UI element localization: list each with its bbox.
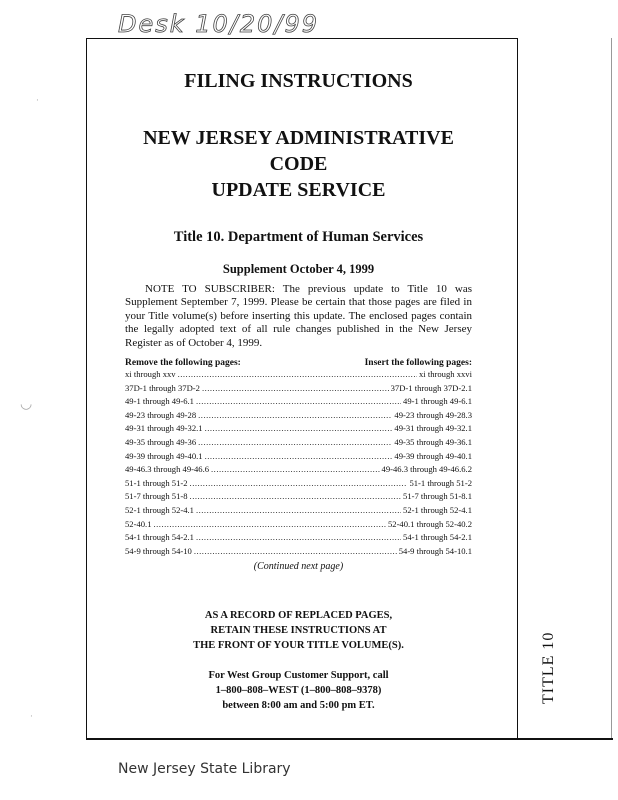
leader-dots (178, 368, 417, 382)
leader-dots (190, 490, 401, 504)
table-row (125, 531, 472, 545)
insert-pages: 54-1 through 54-2.1 (403, 532, 472, 543)
title-tab-label: TITLE 10 (540, 631, 557, 704)
remove-pages: 49-1 through 49-6.1 (125, 396, 194, 407)
insert-pages: 51-7 through 51-8.1 (403, 491, 472, 502)
scan-speck-mark: · (30, 712, 33, 722)
table-row (125, 545, 472, 559)
insert-pages: 49-35 through 49-36.1 (394, 437, 472, 447)
leader-dots (205, 450, 393, 464)
handwritten-note: Desk 10/20/99 (118, 10, 320, 38)
scan-hole-mark: ◡ (20, 396, 33, 412)
filing-instructions-body (125, 70, 472, 572)
table-row (125, 518, 472, 532)
insert-pages: 52-40.1 through 52-40.2 (387, 518, 472, 529)
table-row (125, 450, 472, 464)
library-stamp: New Jersey State Library (118, 761, 291, 777)
leader-dots (196, 504, 401, 518)
code-name-line1: NEW JERSEY ADMINISTRATIVE CODE (143, 127, 454, 175)
insert-pages: 51-1 through 51-2 (409, 477, 472, 488)
insert-pages: 49-1 through 49-6.1 (403, 396, 472, 407)
remove-column-header: Remove the following pages: (125, 358, 241, 369)
insert-pages: 49-39 through 49-40.1 (394, 450, 472, 461)
leader-dots (211, 463, 380, 477)
remove-pages: 49-31 through 49-32.1 (125, 423, 203, 434)
insert-pages: 49-46.3 through 49-46.6.2 (381, 464, 472, 475)
remove-pages: 52-40.1 (125, 518, 152, 529)
frame-bottom-border (86, 738, 613, 740)
title-heading: Title 10. Department of Human Services (173, 229, 424, 245)
insert-pages: xi through xxvi (419, 369, 472, 380)
record-line1: AS A RECORD OF REPLACED PAGES, (204, 610, 393, 621)
leader-dots (205, 422, 393, 436)
remove-pages: 49-35 through 49-36 (125, 437, 197, 447)
table-row (125, 463, 472, 477)
continued-note: (Continued next page) (253, 561, 344, 573)
insert-pages: 49-31 through 49-32.1 (394, 423, 472, 434)
table-row (125, 422, 472, 436)
insert-pages: 37D-1 through 37D-2.1 (390, 382, 472, 393)
record-line2: RETAIN THESE INSTRUCTIONS AT (210, 625, 387, 636)
record-line3: THE FRONT OF YOUR TITLE VOLUME(S). (193, 640, 404, 651)
code-name-line2: UPDATE SERVICE (211, 179, 386, 201)
remove-pages: 54-9 through 54-10 (125, 545, 192, 556)
remove-pages: 49-23 through 49-28 (125, 409, 197, 420)
supplement-date: Supplement October 4, 1999 (222, 262, 375, 276)
table-row (125, 382, 472, 396)
frame-top-border (86, 38, 518, 39)
leader-dots (202, 382, 389, 396)
leader-dots (196, 395, 401, 409)
remove-pages: 52-1 through 52-4.1 (125, 504, 194, 515)
support-phone: 1–800–808–WEST (1–800–808–9378) (215, 685, 382, 696)
insert-pages: 54-9 through 54-10.1 (398, 545, 472, 556)
support-hours: between 8:00 am and 5:00 pm ET. (222, 700, 375, 711)
leader-dots (196, 531, 401, 545)
insert-pages: 49-23 through 49-28.3 (394, 409, 472, 420)
insert-column-header: Insert the following pages: (364, 358, 472, 369)
leader-dots (198, 409, 392, 423)
remove-pages: 51-1 through 51-2 (125, 477, 188, 488)
remove-pages: 49-46.3 through 49-46.6 (125, 464, 210, 475)
page-replacement-table (125, 368, 472, 558)
remove-pages: xi through xxv (125, 369, 176, 380)
document-title: FILING INSTRUCTIONS (184, 70, 413, 92)
support-line1: For West Group Customer Support, call (208, 670, 389, 681)
table-row (125, 368, 472, 382)
table-row (125, 436, 472, 450)
leader-dots (194, 545, 397, 559)
table-row (125, 409, 472, 423)
tab-separator (517, 38, 518, 738)
leader-dots (198, 436, 392, 450)
table-row (125, 477, 472, 491)
leader-dots (190, 477, 408, 491)
customer-support-notice (125, 668, 472, 713)
record-notice (125, 608, 472, 653)
scan-speck-mark: · (36, 96, 39, 106)
subscriber-note: NOTE TO SUBSCRIBER: The previous update to Title 10 was Supplement September 7, 1999. Please be certain that those pages are filed in your Title volume(s) before inserting this update. The enclosed pages contain the legally adopted text of all rule changes published in the New Jersey Register as of October 4, 1999. (125, 283, 472, 349)
remove-pages: 54-1 through 54-2.1 (125, 532, 194, 543)
table-row (125, 504, 472, 518)
remove-pages: 51-7 through 51-8 (125, 491, 188, 502)
remove-pages: 49-39 through 49-40.1 (125, 450, 203, 461)
frame-left-border (86, 38, 87, 738)
tab-right-edge (611, 38, 612, 738)
table-row (125, 395, 472, 409)
insert-pages: 52-1 through 52-4.1 (403, 504, 472, 515)
leader-dots (154, 518, 386, 532)
table-header (125, 358, 472, 368)
table-row (125, 490, 472, 504)
remove-pages: 37D-1 through 37D-2 (125, 382, 200, 393)
